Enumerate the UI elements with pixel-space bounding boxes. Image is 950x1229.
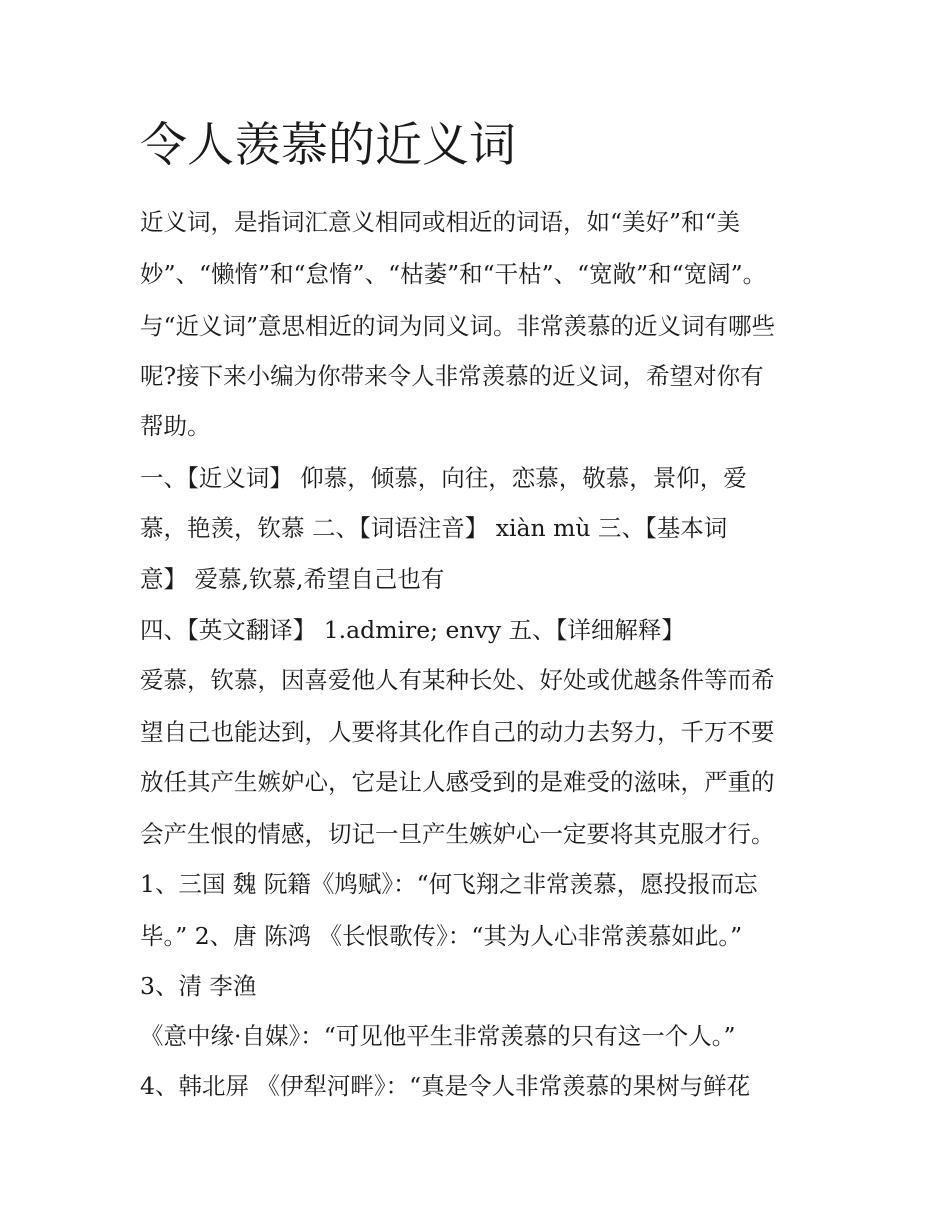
text-line: 四、【英文翻译】 1.admire; envy 五、【详细解释】 xyxy=(140,616,685,644)
text-line: 爱慕，钦慕，因喜爱他人有某种长处、好处或优越条件等而希 xyxy=(140,666,775,694)
text-line: 放任其产生嫉妒心，它是让人感受到的是难受的滋味，严重的 xyxy=(140,768,775,796)
text-line: 3、清 李渔 xyxy=(140,972,257,1000)
text-line: 与“近义词”意思相近的词为同义词。非常羡慕的近义词有哪些 xyxy=(140,312,776,340)
text-line: 1、三国 魏 阮籍《鸠赋》：“何飞翔之非常羡慕，愿投报而忘 xyxy=(140,870,758,898)
text-line: 一、【近义词】 仰慕，倾慕，向往，恋慕，敬慕，景仰，爱 xyxy=(140,464,747,492)
text-line: 望自己也能达到，人要将其化作自己的动力去努力，千万不要 xyxy=(140,718,775,746)
text-line: 妙”、“懒惰”和“怠惰”、“枯萎”和“干枯”、“宽敞”和“宽阔”。 xyxy=(140,260,767,288)
text-line: 帮助。 xyxy=(140,412,211,440)
page-title: 令人羡慕的近义词 xyxy=(140,118,516,173)
text-line: 近义词，是指词汇意义相同或相近的词语，如“美好”和“美 xyxy=(140,208,741,236)
text-line: 毕。” 2、唐 陈鸿 《长恨歌传》：“其为人心非常羡慕如此。” xyxy=(140,922,743,950)
text-line: 《意中缘·自媒》：“可见他平生非常羡慕的只有这一个人。” xyxy=(140,1022,736,1050)
text-line: 意】 爱慕,钦慕,希望自己也有 xyxy=(140,565,445,593)
text-line: 4、韩北屏 《伊犁河畔》：“真是令人非常羡慕的果树与鲜花 xyxy=(140,1072,751,1100)
text-line: 呢?接下来小编为你带来令人非常羡慕的近义词，希望对你有 xyxy=(140,362,764,390)
text-line: 会产生恨的情感，切记一旦产生嫉妒心一定要将其克服才行。 xyxy=(140,820,775,848)
text-line: 慕，艳羡，钦慕 二、【词语注音】 xiàn mù 三、【基本词 xyxy=(140,514,728,542)
